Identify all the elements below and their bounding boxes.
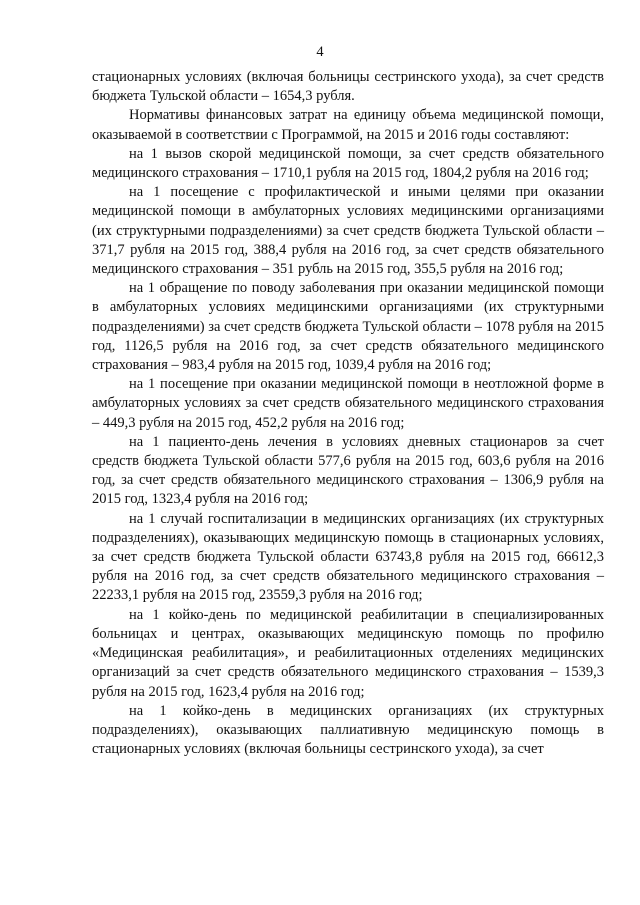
document-body [92, 68, 604, 759]
paragraph: на 1 вызов скорой медицинской помощи, за счет средств обязательного медицинского страхования – 1710,1 рубля на 2015 год, 1804,2 рубля на 2016 год; [92, 145, 604, 182]
paragraph: на 1 койко-день по медицинской реабилитации в специализированных больницах и центрах, оказывающих медицинскую помощь по профилю «Медицинская реабилитация», и реабилитационных отделениях медицинских организаций за счет средств обязательного медицинского страхования – 1539,3 рубля на 2015 год, 1623,4 рубля на 2016 год; [92, 606, 604, 700]
paragraph: на 1 обращение по поводу заболевания при оказании медицинской помощи в амбулаторных условиях медицинскими организациями (их структурными подразделениями) за счет средств бюджета Тульской области – 1078 рубля на 2015 год, 1126,5 рубля на 2016 год, за счет средств обязательного медицинского страхования – 983,4 рубля на 2015 год, 1039,4 рубля на 2016 год; [92, 280, 604, 374]
paragraph: Нормативы финансовых затрат на единицу объема медицинской помощи, оказываемой в соответствии с Программой, на 2015 и 2016 годы составляют: [92, 107, 604, 143]
paragraph: на 1 посещение при оказании медицинской помощи в неотложной форме в амбулаторных условиях за счет средств обязательного медицинского страхования – 449,3 рубля на 2015 год, 452,2 рубля на 2016 год; [92, 376, 604, 431]
paragraph: на 1 случай госпитализации в медицинских организациях (их структурных подразделениях), оказывающих медицинскую помощь в стационарных условиях, за счет средств бюджета Тульской области 63743,8 рубля на 2015 год, 66612,3 рубля на 2016 год, за счет средств обязательного медицинского страхования – 22233,1 рубля на 2015 год, 23559,3 рубля на 2016 год; [92, 510, 604, 604]
paragraph: на 1 койко-день в медицинских организациях (их структурных подразделениях), оказывающих паллиативную медицинскую помощь в стационарных условиях (включая больницы сестринского ухода), за счет [92, 702, 604, 758]
paragraph: на 1 посещение с профилактической и иными целями при оказании медицинской помощи в амбулаторных условиях медицинскими организациями (их структурными подразделениями) за счет средств бюджета Тульской области – 371,7 рубля на 2015 год, 388,4 рубля на 2016 год, за счет средств обязательного медицинского страхования – 351 рубль на 2015 год, 355,5 рубля на 2016 год; [92, 184, 604, 278]
paragraph: стационарных условиях (включая больницы сестринского ухода), за счет средств бюджета Тульской области – 1654,3 рубля. [92, 69, 604, 105]
page-number: 4 [316, 44, 324, 60]
paragraph: на 1 пациенто-день лечения в условиях дневных стационаров за счет средств бюджета Тульской области 577,6 рубля на 2015 год, 603,6 рубля на 2016 год, за счет средств обязательного медицинского страхования – 1306,9 рубля на 2015 год, 1323,4 рубля на 2016 год; [92, 433, 604, 508]
